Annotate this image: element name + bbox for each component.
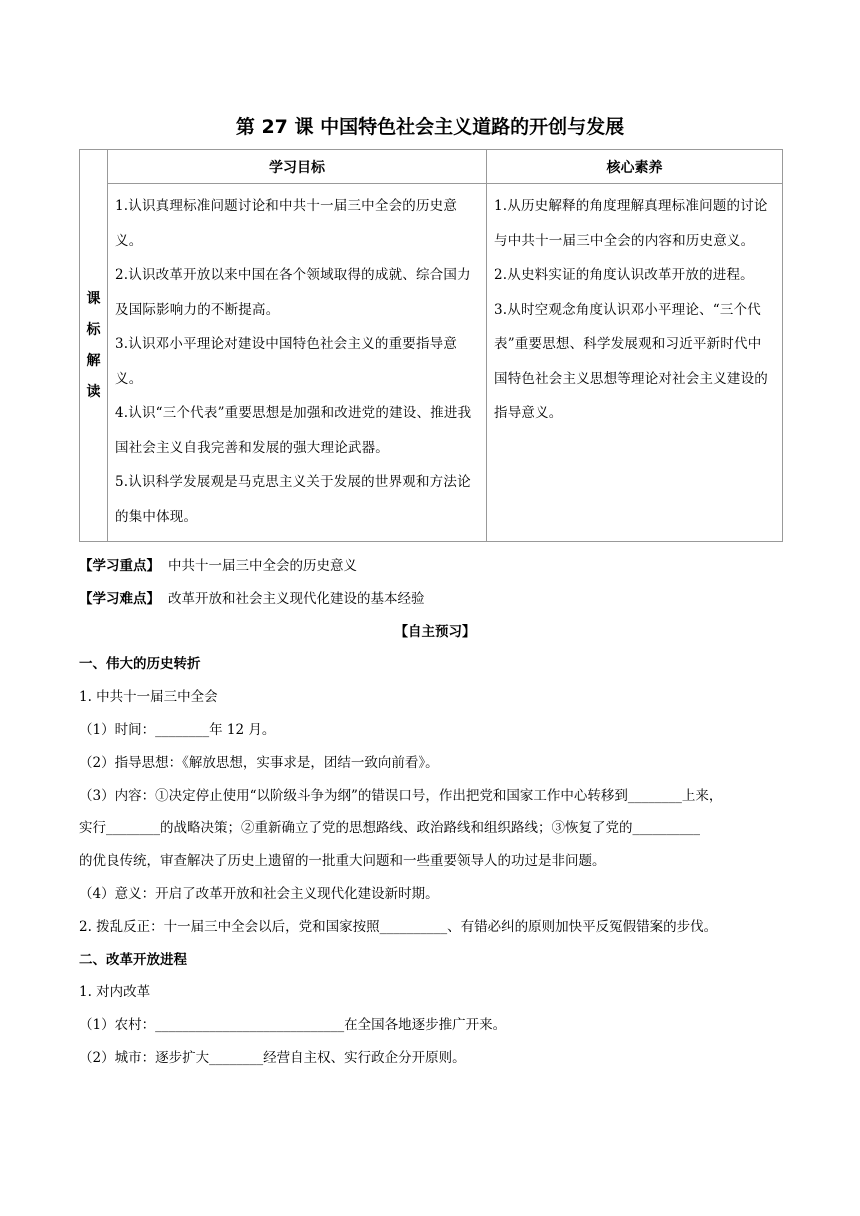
learning-difficulty	[79, 583, 791, 616]
text-line: （2）城市：逐步扩大________经营自主权、实行政企分开原则。	[79, 1049, 466, 1066]
core-literacy-item: 1.从历史解释的角度理解真理标准问题的讨论与中共十一届三中全会的内容和历史意义。	[494, 198, 768, 249]
objectives-table	[79, 149, 783, 542]
side-label-char: 解	[86, 352, 101, 369]
learning-goals-cell	[108, 184, 487, 542]
text-line: 的优良传统，审查解决了历史上遗留的一批重大问题和一些重要领导人的功过是非问题。	[79, 853, 606, 870]
side-label-char: 读	[86, 383, 101, 400]
learning-focus	[79, 550, 791, 583]
text-line: （2）指导思想：《解放思想，实事求是，团结一致向前看》。	[79, 754, 439, 771]
learning-goal-item: 3.认识邓小平理论对建设中国特色社会主义的重要指导意义。	[115, 336, 458, 387]
learning-focus-text: 中共十一届三中全会的历史意义	[168, 558, 357, 574]
text-line: （1）时间：________年 12 月。	[79, 721, 276, 738]
content-body	[79, 550, 791, 1075]
learning-difficulty-text: 改革开放和社会主义现代化建设的基本经验	[168, 590, 425, 607]
side-label-char: 标	[86, 321, 101, 338]
text-line: （1）农村：____________________________在全国各地逐步推广开来。	[79, 1017, 507, 1034]
text-line: 2. 拨乱反正：十一届三中全会以后，党和国家按照__________、有错必纠的原则加快平反冤假错案的步伐。	[79, 918, 718, 935]
core-literacy-item: 3.从时空观念角度认识邓小平理论、“三个代表”重要思想、科学发展观和习近平新时代中国特色社会主义思想等理论对社会主义建设的指导意义。	[494, 301, 768, 421]
text-line: （4）意义：开启了改革开放和社会主义现代化建设新时期。	[79, 885, 439, 902]
learning-goal-item: 4.认识“三个代表”重要思想是加强和改进党的建设、推进我国社会主义自我完善和发展的强大理论武器。	[115, 405, 472, 456]
learning-goal-item: 1.认识真理标准问题讨论和中共十一届三中全会的历史意义。	[115, 198, 458, 249]
page-title: 第 27 课 中国特色社会主义道路的开创与发展	[235, 116, 625, 138]
section-heading: 一、伟大的历史转折	[79, 656, 201, 673]
core-literacy-cell	[487, 184, 783, 542]
text-line: 1. 中共十一届三中全会	[79, 689, 218, 706]
side-label-char: 课	[86, 290, 101, 307]
text-line: （3）内容：①决定停止使用“以阶级斗争为纲”的错误口号，作出把党和国家工作中心转移到________上来，	[79, 787, 723, 804]
section-heading: 二、改革开放进程	[79, 951, 187, 968]
core-literacy-header: 核心素养	[487, 150, 783, 184]
learning-difficulty-label: 【学习难点】	[79, 590, 160, 607]
text-line: 1. 对内改革	[79, 984, 151, 1001]
learning-goals-header: 学习目标	[108, 150, 487, 184]
preview-heading: 【自主预习】	[394, 623, 476, 640]
core-literacy-item: 2.从史料实证的角度认识改革开放的进程。	[494, 267, 754, 283]
text-line: 实行________的战略决策；②重新确立了党的思想路线、政治路线和组织路线；③恢复了党的__________	[79, 820, 700, 837]
learning-goal-item: 2.认识改革开放以来中国在各个领域取得的成就、综合国力及国际影响力的不断提高。	[115, 267, 471, 318]
learning-goal-item: 5.认识科学发展观是马克思主义关于发展的世界观和方法论的集中体现。	[115, 474, 471, 525]
side-label	[80, 150, 108, 542]
learning-focus-label: 【学习重点】	[79, 558, 160, 574]
